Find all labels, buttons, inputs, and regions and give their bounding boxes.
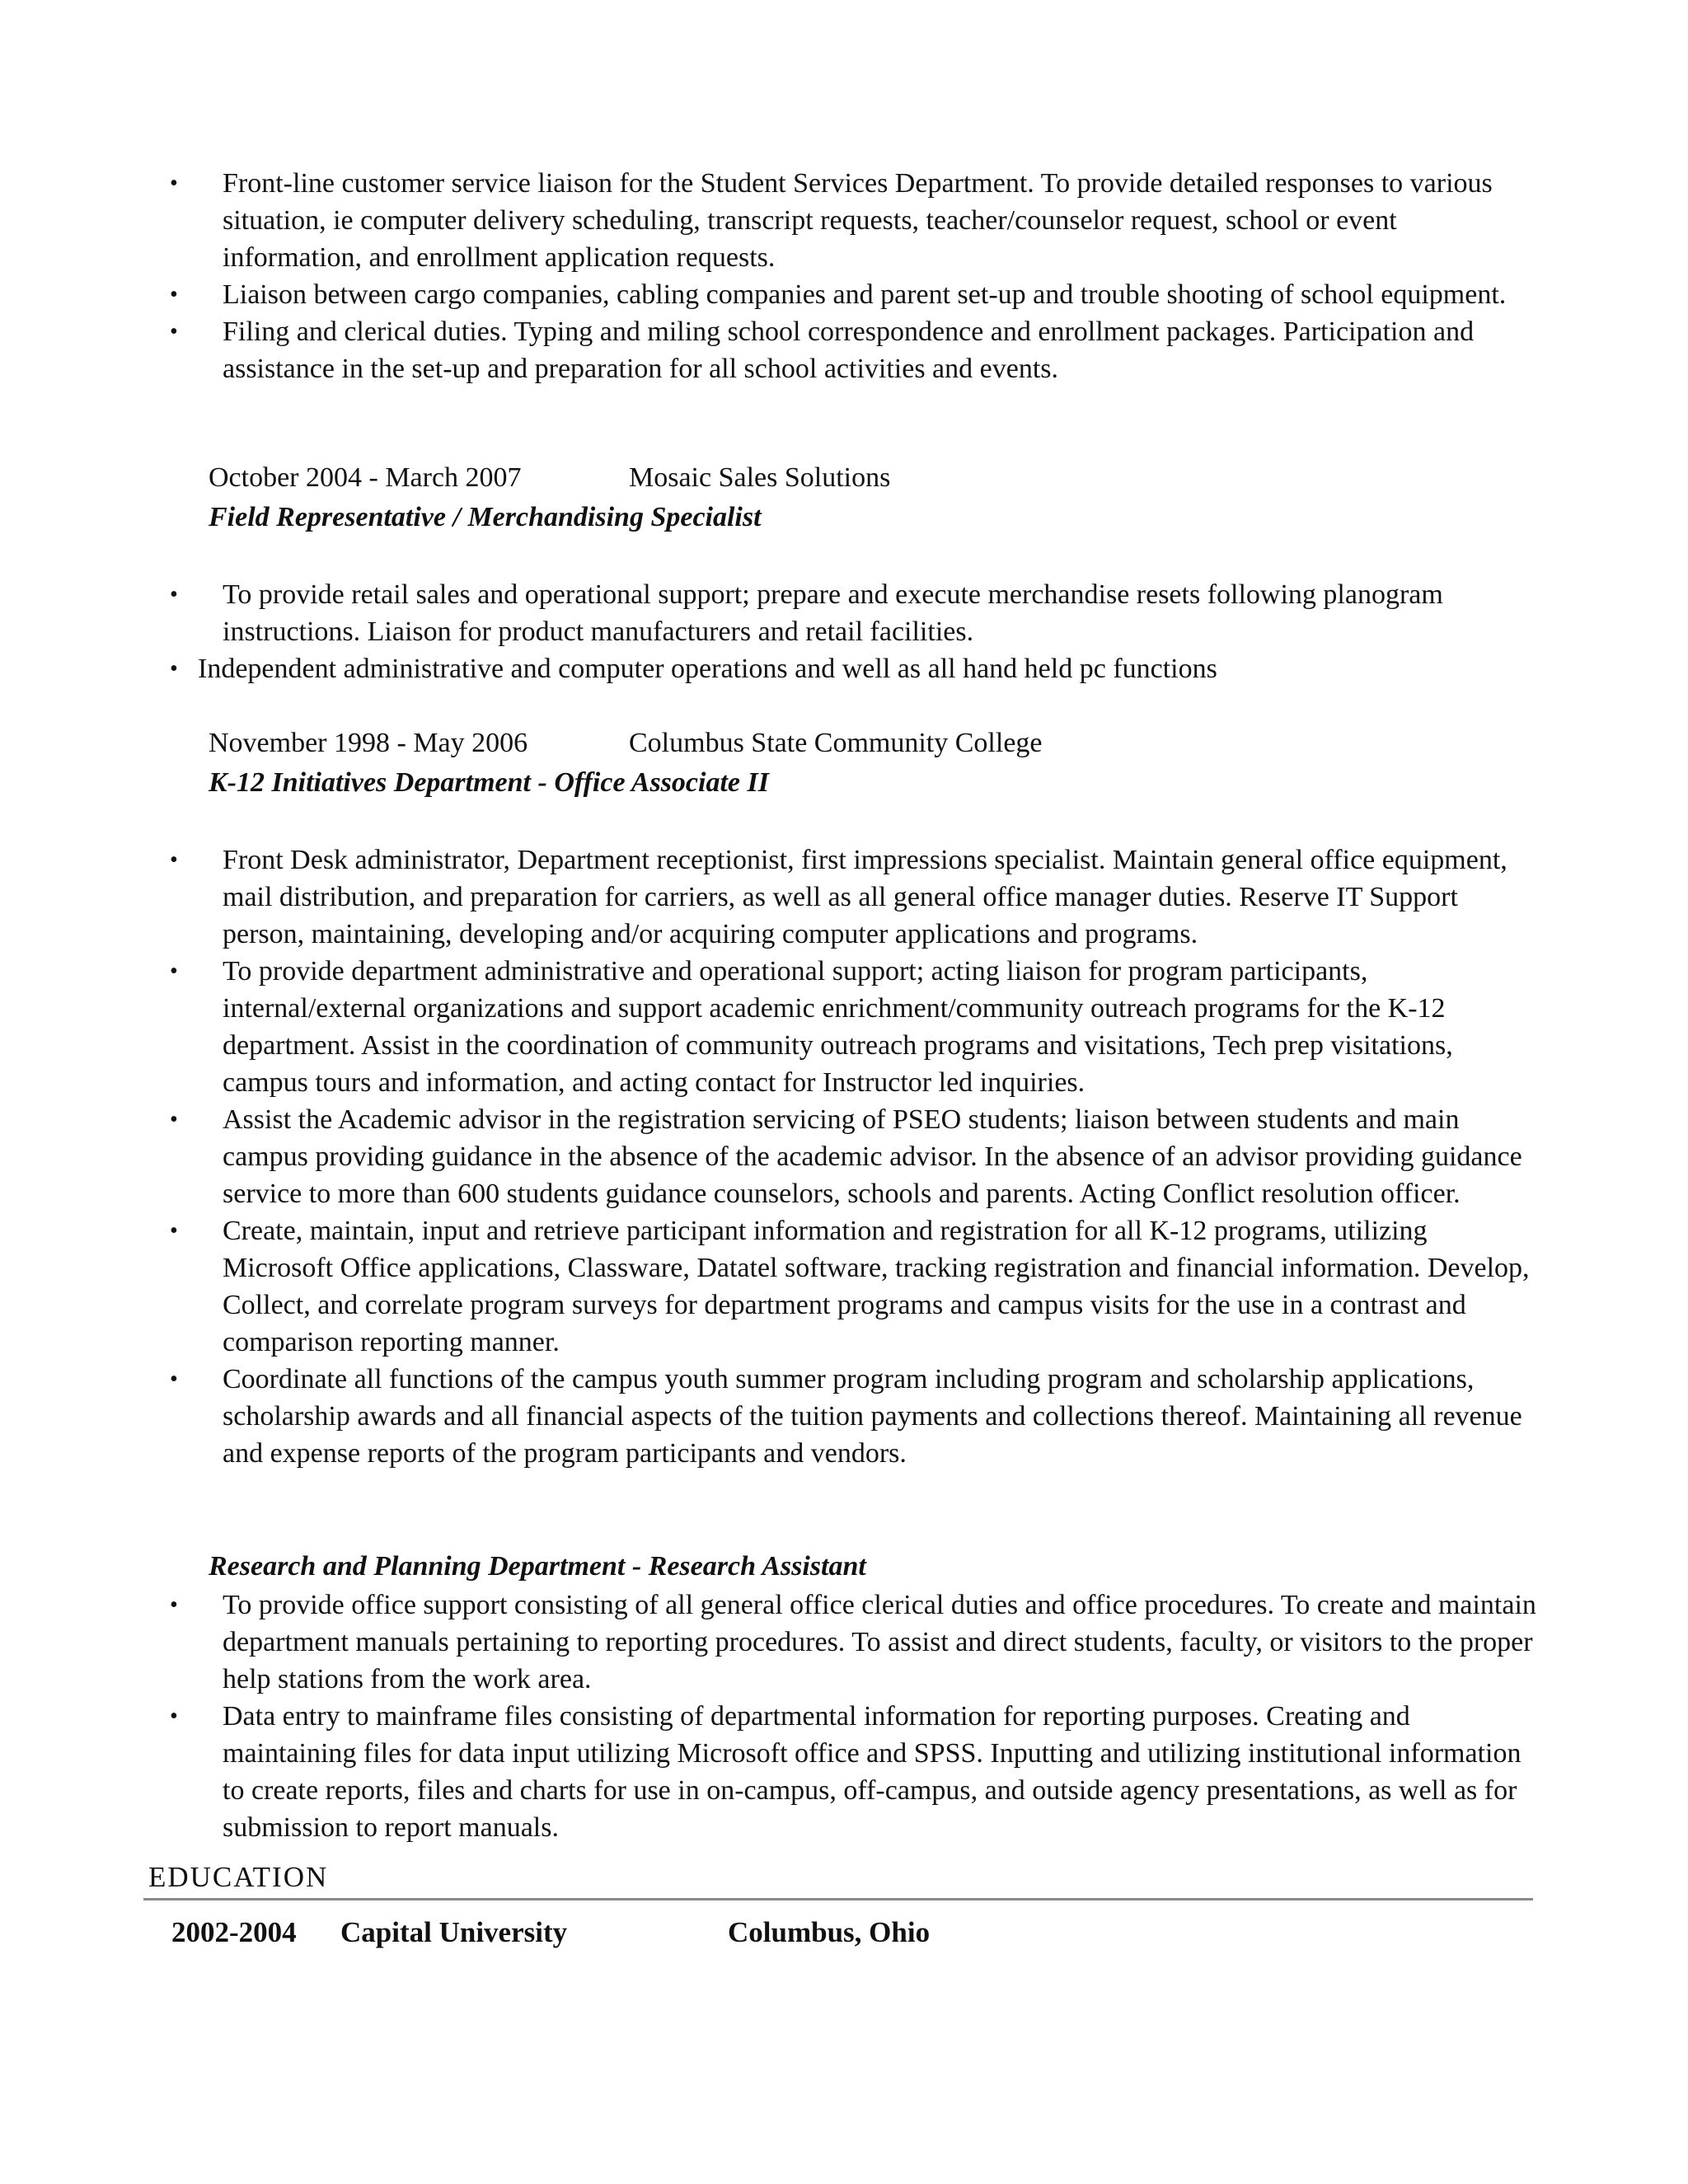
list-item	[0, 841, 1688, 953]
bullet-icon: •	[170, 958, 178, 984]
bullet-icon: •	[170, 1218, 178, 1244]
education-years: 2002-2004	[171, 1916, 297, 1948]
education-location: Columbus, Ohio	[728, 1916, 931, 1948]
top-bullet-list	[0, 165, 1688, 387]
list-item	[0, 1101, 1688, 1212]
section-divider	[143, 1898, 1533, 1900]
bullet-icon: •	[170, 1704, 178, 1729]
mosaic-bullet-list	[0, 576, 1688, 687]
job-title: Field Representative / Merchandising Specialist	[209, 502, 762, 532]
bullet-text: To provide retail sales and operational support; prepare and execute merchandise resets following planogram instructions. Liaison for product manufacturers and retail facilities.	[223, 579, 1443, 647]
bullet-text: Front Desk administrator, Department receptionist, first impressions specialist. Maintain general office equipment, mail distribution, and preparation for carriers, as well as all general office manager duties. Reserve IT Support person, maintaining, developing and/or acquiring computer applications and programs.	[223, 845, 1507, 949]
bullet-icon: •	[170, 847, 178, 873]
job-dates: October 2004 - March 2007	[209, 462, 522, 493]
list-item	[0, 953, 1688, 1101]
education-school: Capital University	[340, 1916, 568, 1948]
job-employer: Columbus State Community College	[629, 728, 1043, 758]
bullet-icon: •	[170, 1107, 178, 1132]
job-dates: November 1998 - May 2006	[209, 728, 528, 758]
bullet-text: Create, maintain, input and retrieve participant information and registration for all K-12 programs, utilizing Microsoft Office applications, Classware, Datatel software, tracking registration and financial information. Develop, Collect, and correlate program surveys for department programs and campus visits for the use in a contrast and comparison reporting manner.	[223, 1216, 1530, 1357]
bullet-text: Filing and clerical duties. Typing and miling school correspondence and enrollment packages. Participation and assistance in the set-up and preparation for all school activities and events.	[223, 316, 1475, 384]
bullet-icon: •	[170, 1366, 178, 1392]
bullet-icon: •	[170, 171, 178, 196]
bullet-text: Assist the Academic advisor in the registration servicing of PSEO students; liaison between students and main campus providing guidance in the absence of the academic advisor. In the absence of an advisor providing guidance service to more than 600 students guidance counselors, schools and parents. Acting Conflict resolution officer.	[223, 1104, 1522, 1209]
job-header-mosaic	[209, 459, 890, 496]
cscc-bullet-list	[0, 841, 1688, 1472]
bullet-text: Liaison between cargo companies, cabling companies and parent set-up and trouble shooting of school equipment.	[223, 279, 1507, 310]
list-item	[0, 313, 1688, 387]
bullet-text: Front-line customer service liaison for the Student Services Department. To provide detailed responses to various situation, ie computer delivery scheduling, transcript requests, teacher/counselor request, school or event information, and enrollment application requests.	[223, 168, 1493, 273]
education-heading: EDUCATION	[148, 1861, 329, 1893]
list-item	[0, 1212, 1688, 1361]
list-item	[0, 1698, 1688, 1846]
list-item	[0, 1586, 1688, 1698]
job-header-cscc	[209, 724, 1043, 762]
list-item	[0, 276, 1688, 313]
job-employer: Mosaic Sales Solutions	[629, 462, 891, 493]
bullet-icon: •	[170, 582, 178, 607]
bullet-text: To provide department administrative and operational support; acting liaison for program participants, internal/external organizations and support academic enrichment/community outreach programs for the K-12 department. Assist in the coordination of community outreach programs and visitations, Tech prep visitations, campus tours and information, and acting contact for Instructor led inquiries.	[223, 956, 1453, 1098]
bullet-text: Data entry to mainframe files consisting of departmental information for reporting purposes. Creating and maintaining files for data input utilizing Microsoft office and SPSS. Inputting and utilizing institutional information to create reports, files and charts for use in on-campus, off-campus, and outside agency presentations, as well as for submission to report manuals.	[223, 1701, 1522, 1843]
list-item	[0, 650, 1688, 687]
list-item	[0, 1361, 1688, 1472]
bullet-text: Coordinate all functions of the campus youth summer program including program and scholarship applications, scholarship awards and all financial aspects of the tuition payments and collections thereof. Maintaining all revenue and expense reports of the program participants and vendors.	[223, 1364, 1522, 1469]
list-item	[0, 576, 1688, 650]
bullet-icon: •	[170, 656, 178, 682]
job-title: Research and Planning Department - Research Assistant	[209, 1551, 866, 1582]
bullet-text: To provide office support consisting of all general office clerical duties and office procedures. To create and maintain department manuals pertaining to reporting procedures. To assist and direct students, faculty, or visitors to the proper help stations from the work area.	[223, 1590, 1536, 1694]
bullet-icon: •	[170, 1592, 178, 1618]
list-item	[0, 165, 1688, 276]
research-bullet-list	[0, 1586, 1688, 1846]
bullet-icon: •	[170, 282, 178, 307]
bullet-icon: •	[170, 319, 178, 344]
education-entry	[171, 1914, 930, 1951]
job-title: K-12 Initiatives Department - Office Associate II	[209, 767, 769, 798]
bullet-text: Independent administrative and computer operations and well as all hand held pc functions	[198, 654, 1217, 684]
